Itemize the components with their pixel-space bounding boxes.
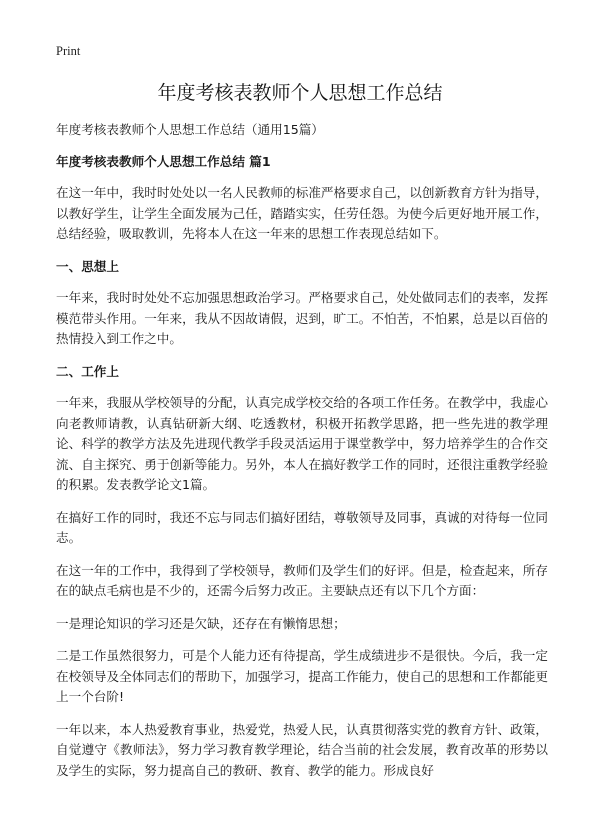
intro-paragraph: 在这一年中，我时时处处以一名人民教师的标准严格要求自己，以创新教育方针为指导，以教好学生，让学生全面发展为己任，踏踏实实，任劳任怨。为使今后更好地开展工作，总结经验，吸取教训，先将本人在这一年来的思想工作表现总结如下。 <box>56 185 548 241</box>
paragraph-point-one: 一是理论知识的学习还是欠缺，还存在有懒惰思想； <box>56 615 346 631</box>
paragraph-work: 一年来，我服从学校领导的分配，认真完成学校交给的各项工作任务。在教学中，我虚心向老教师请教，认真钻研新大纲、吃透教材，积极开拓教学思路，把一些先进的教学理论、科学的教学方法及先进现代教学手段灵活运用于课堂教学中，努力培养学生的合作交流、自主探究、勇于创新等能力。另外，本人在搞好教学工作的同时，还很注重教学经验的积累。发表教学论文1篇。 <box>56 395 548 492</box>
paragraph-shortcomings: 在这一年的工作中，我得到了学校领导，教师们及学生们的好评。但是，检查起来，所存在的缺点毛病也是不少的，还需今后努力改正。主要缺点还有以下几个方面： <box>56 562 548 598</box>
article-body <box>56 120 548 793</box>
article-subtitle: 年度考核表教师个人思想工作总结（通用15篇） <box>56 122 324 137</box>
paragraph-year-summary: 一年以来，本人热爱教育事业，热爱党，热爱人民，认真贯彻落实党的教育方针、政策，自觉遵守《教师法》，努力学习教育教学理论，结合当前的社会发展，教育改革的形势以及学生的实际，努力提高自己的教研、教育、教学的能力。形成良好 <box>56 721 548 778</box>
paragraph-unity: 在搞好工作的同时，我还不忘与同志们搞好团结，尊敬领导及同事，真诚的对待每一位同志。 <box>56 509 548 545</box>
section-title: 年度考核表教师个人思想工作总结 篇1 <box>56 153 271 169</box>
page-title: 年度考核表教师个人思想工作总结 <box>157 82 443 104</box>
print-link[interactable]: Print <box>56 44 81 58</box>
heading-work: 二、工作上 <box>56 363 119 379</box>
paragraph-thought: 一年来，我时时处处不忘加强思想政治学习。严格要求自己，处处做同志们的表率，发挥模范带头作用。一年来，我从不因故请假，迟到，旷工。不怕苦，不怕累，总是以百倍的热情投入到工作之中。 <box>56 290 548 346</box>
paragraph-point-two: 二是工作虽然很努力，可是个人能力还有待提高，学生成绩进步不是很快。今后，我一定在校领导及全体同志们的帮助下，加强学习，提高工作能力，使自己的思想和工作都能更上一个台阶! <box>56 648 548 704</box>
heading-thought: 一、思想上 <box>56 258 119 274</box>
